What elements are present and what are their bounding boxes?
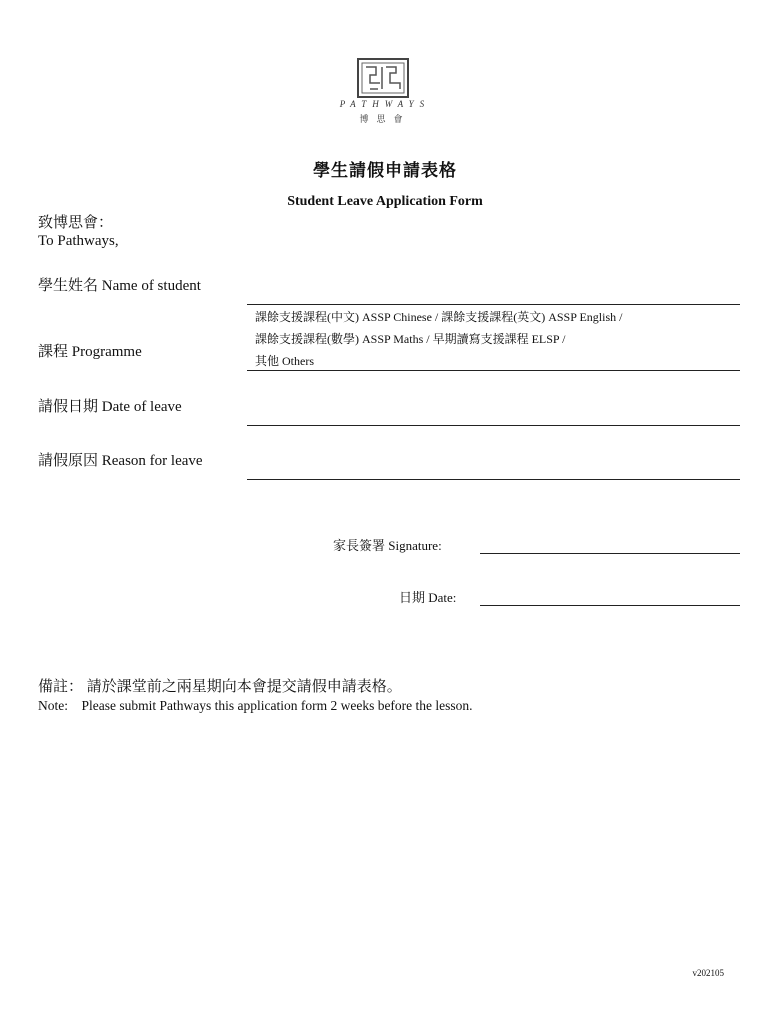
salutation-english: To Pathways,: [38, 233, 119, 249]
form-title-chinese: 學生請假申請表格: [313, 161, 457, 180]
student-name-label: 學生姓名 Name of student: [38, 278, 201, 294]
form-title-english: Student Leave Application Form: [287, 194, 483, 209]
signature-date-line[interactable]: [480, 605, 740, 606]
programme-label: 課程 Programme: [38, 344, 142, 360]
signature-label: 家長簽署 Signature:: [333, 538, 442, 553]
pathways-logo-icon: [357, 58, 409, 98]
version-code: v202105: [692, 968, 724, 978]
programme-options-line3[interactable]: 其他 Others: [255, 354, 314, 368]
date-of-leave-line[interactable]: [247, 425, 740, 426]
note-chinese: 備註： 請於課堂前之兩星期向本會提交請假申請表格。: [38, 679, 402, 695]
note-english: Note: Please submit Pathways this application form 2 weeks before the lesson.: [38, 698, 473, 713]
reason-line[interactable]: [247, 479, 740, 480]
signature-line[interactable]: [480, 553, 740, 554]
logo-chinese-name: 博思會: [359, 114, 411, 124]
signature-date-label: 日期 Date:: [399, 590, 457, 605]
salutation-chinese: 致博思會：: [38, 215, 114, 231]
programme-line: [247, 370, 740, 371]
programme-options-line2[interactable]: 課餘支援課程(數學) ASSP Maths / 早期讀寫支援課程 ELSP /: [255, 332, 566, 346]
logo-wordmark: PATHWAYS: [339, 99, 431, 109]
date-of-leave-label: 請假日期 Date of leave: [38, 399, 182, 415]
reason-label: 請假原因 Reason for leave: [38, 453, 203, 469]
programme-options-line1[interactable]: 課餘支援課程(中文) ASSP Chinese / 課餘支援課程(英文) ASSP English /: [255, 310, 623, 324]
student-name-line[interactable]: [247, 304, 740, 305]
